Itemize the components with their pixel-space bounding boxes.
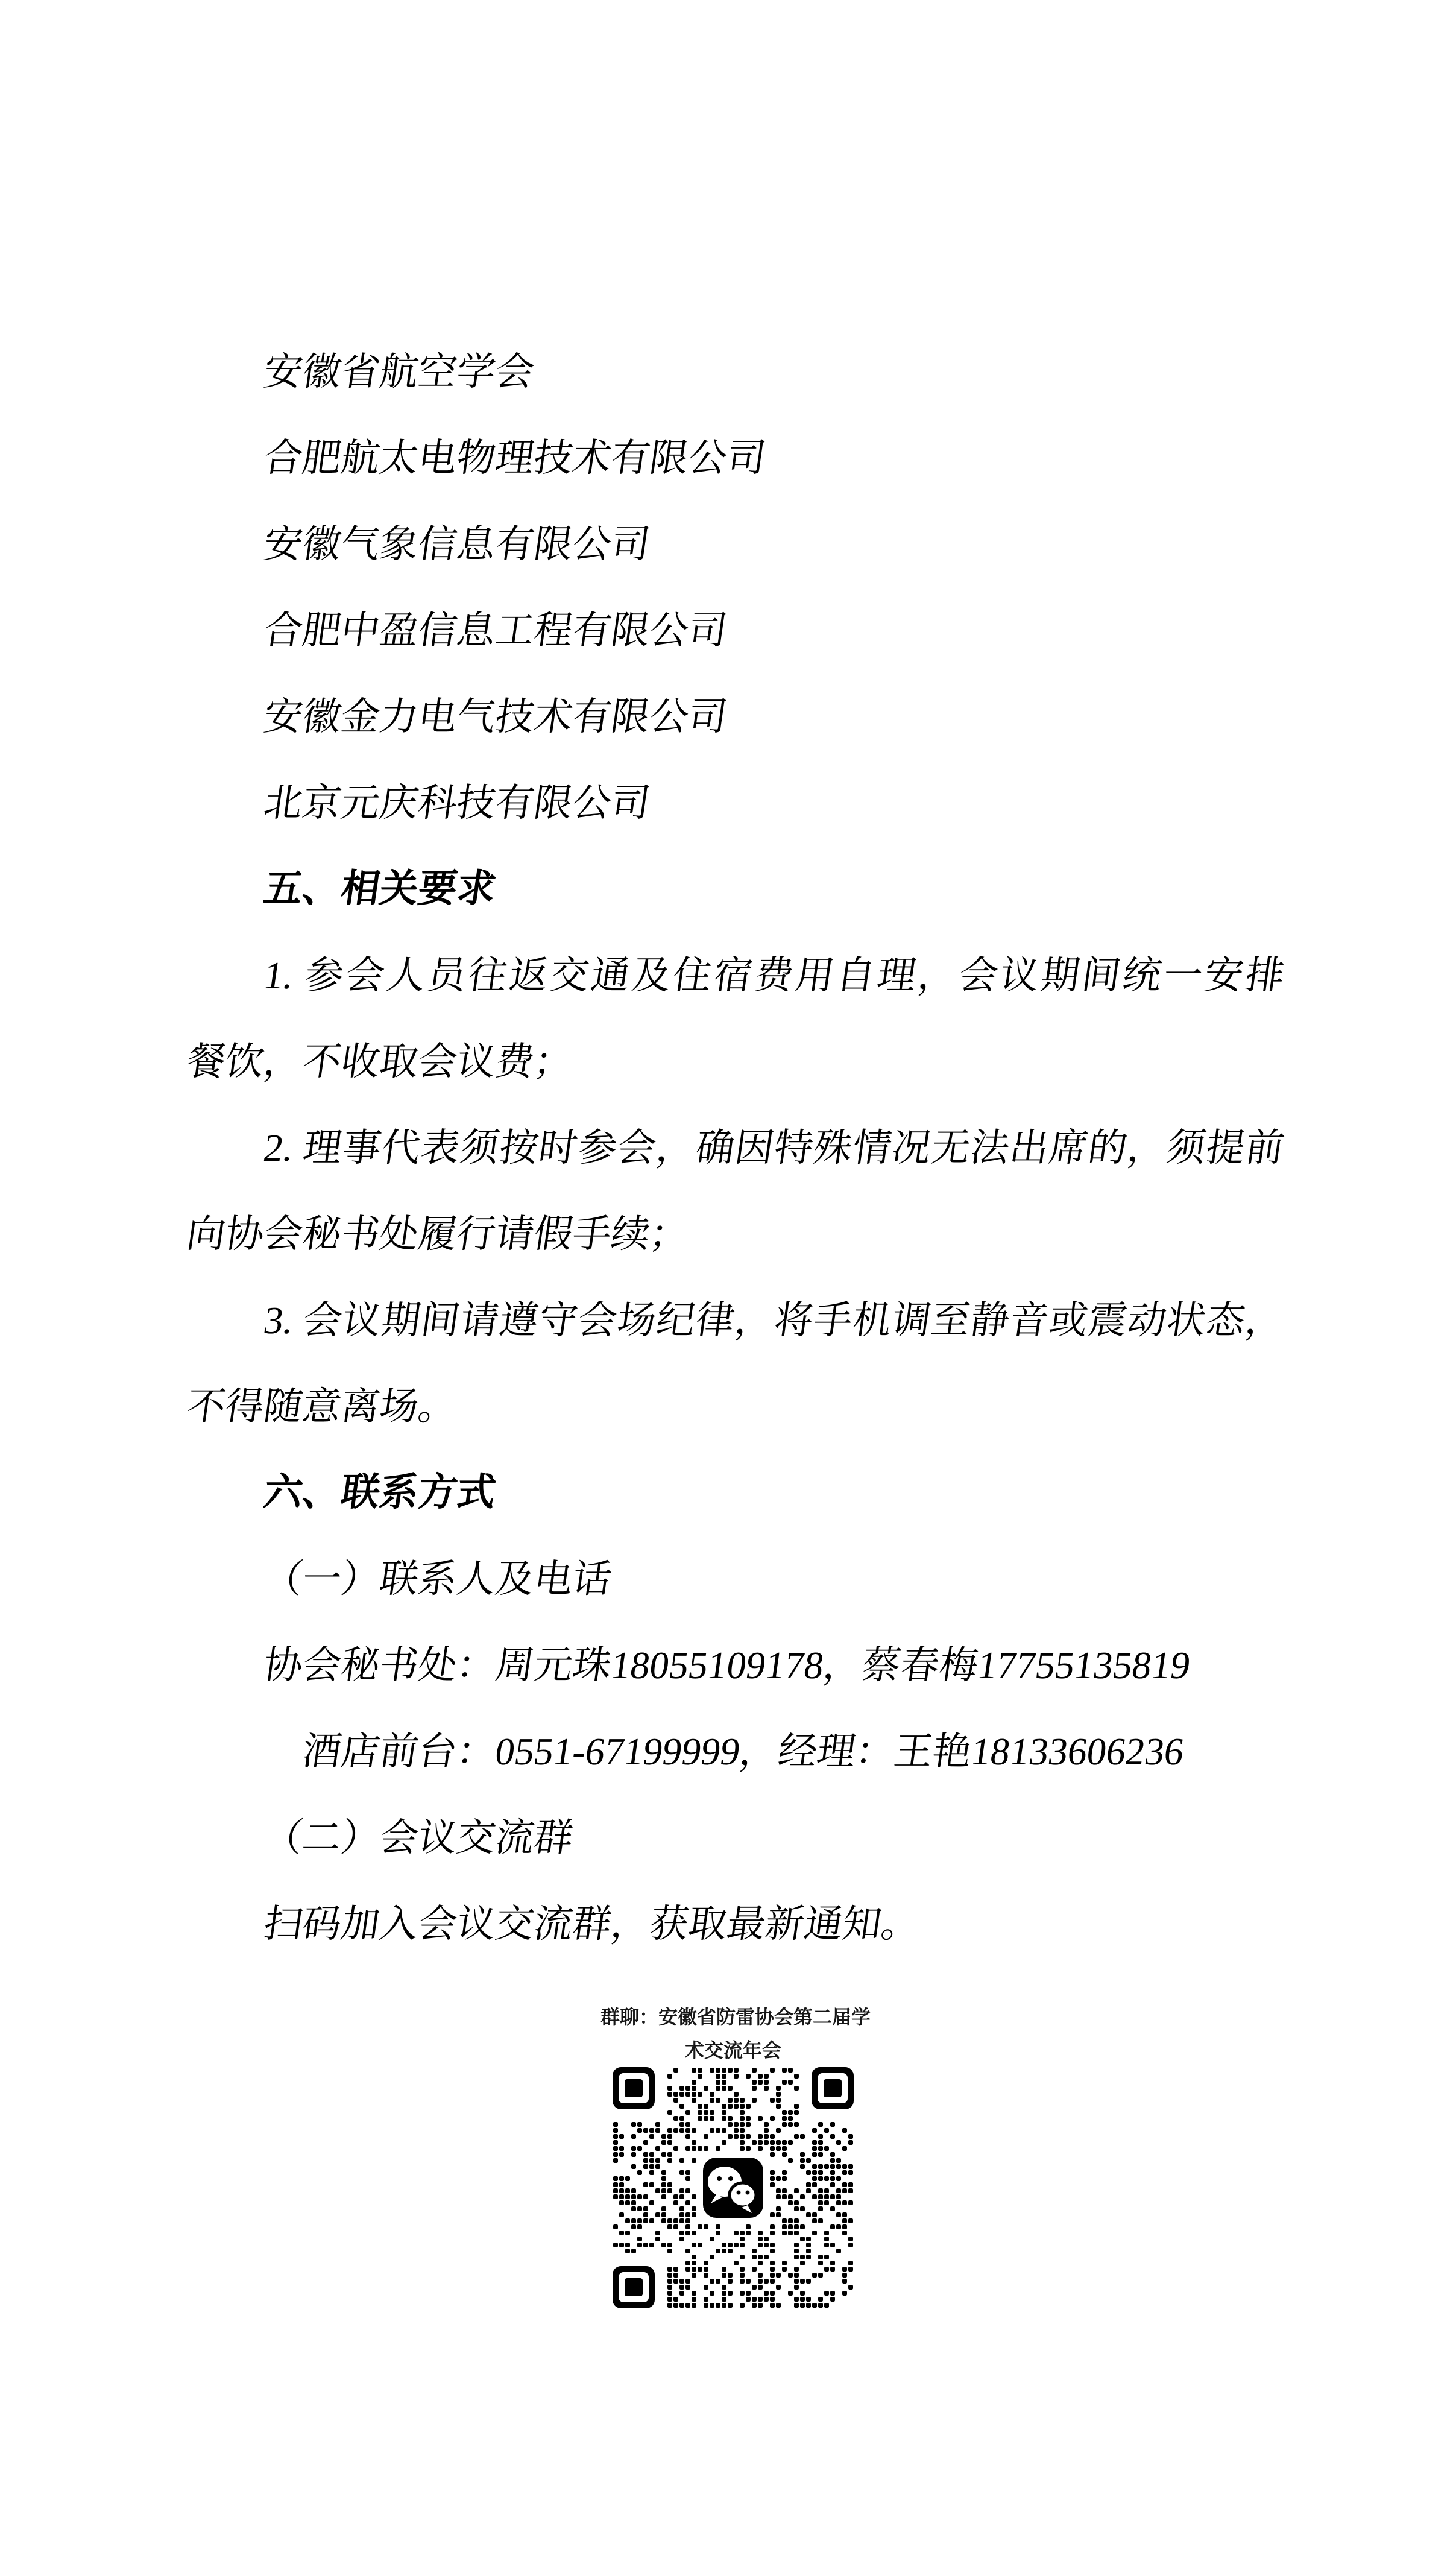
supporting-unit-1: 安徽省航空学会 <box>261 350 537 393</box>
supporting-unit-2: 合肥航太电物理技术有限公司 <box>261 437 769 479</box>
qr-caption <box>600 2001 871 2067</box>
requirement-item-2-cont: 向协会秘书处履行请假手续； <box>184 1213 692 1255</box>
section-heading-requirements: 五、相关要求 <box>260 867 499 911</box>
qr-instruction-line: 扫码加入会议交流群，获取最新通知。 <box>261 1902 923 1945</box>
wechat-qr-code <box>600 2067 866 2308</box>
text-flow <box>184 329 1287 1967</box>
contact-hotel-line: 酒店前台：0551-67199999，经理：王艳18133606236 <box>300 1730 1187 1773</box>
qr-caption-line-2: 术交流年会 <box>684 2039 781 2062</box>
supporting-unit-5: 安徽金力电气技术有限公司 <box>261 695 730 738</box>
supporting-unit-3: 安徽气象信息有限公司 <box>261 523 653 566</box>
contact-secretariat-line: 协会秘书处：周元珠18055109178，蔡春梅17755135819 <box>261 1644 1193 1687</box>
contact-subheading-1: （一）联系人及电话 <box>261 1558 614 1600</box>
section-heading-contact: 六、联系方式 <box>260 1470 499 1515</box>
requirement-item-3-cont: 不得随意离场。 <box>184 1385 460 1428</box>
supporting-unit-4: 合肥中盈信息工程有限公司 <box>261 609 730 652</box>
wechat-logo-icon <box>703 2158 763 2218</box>
requirement-item-2: 2. 理事代表须按时参会，确因特殊情况无法出席的，须提前 <box>261 1126 1287 1169</box>
supporting-unit-6: 北京元庆科技有限公司 <box>261 781 653 824</box>
qr-screenshot-block <box>600 2001 871 2308</box>
requirement-item-3: 3. 会议期间请遵守会场纪律，将手机调至静音或震动状态， <box>261 1299 1287 1342</box>
wechat-qr-svg <box>613 2067 854 2308</box>
qr-caption-line-1: 群聊：安徽省防雷协会第二届学 <box>600 2006 871 2029</box>
requirement-item-1: 1. 参会人员往返交通及住宿费用自理，会议期间统一安排 <box>261 954 1287 997</box>
requirement-item-1-cont: 餐饮，不收取会议费； <box>184 1040 576 1083</box>
contact-subheading-2: （二）会议交流群 <box>261 1816 576 1859</box>
